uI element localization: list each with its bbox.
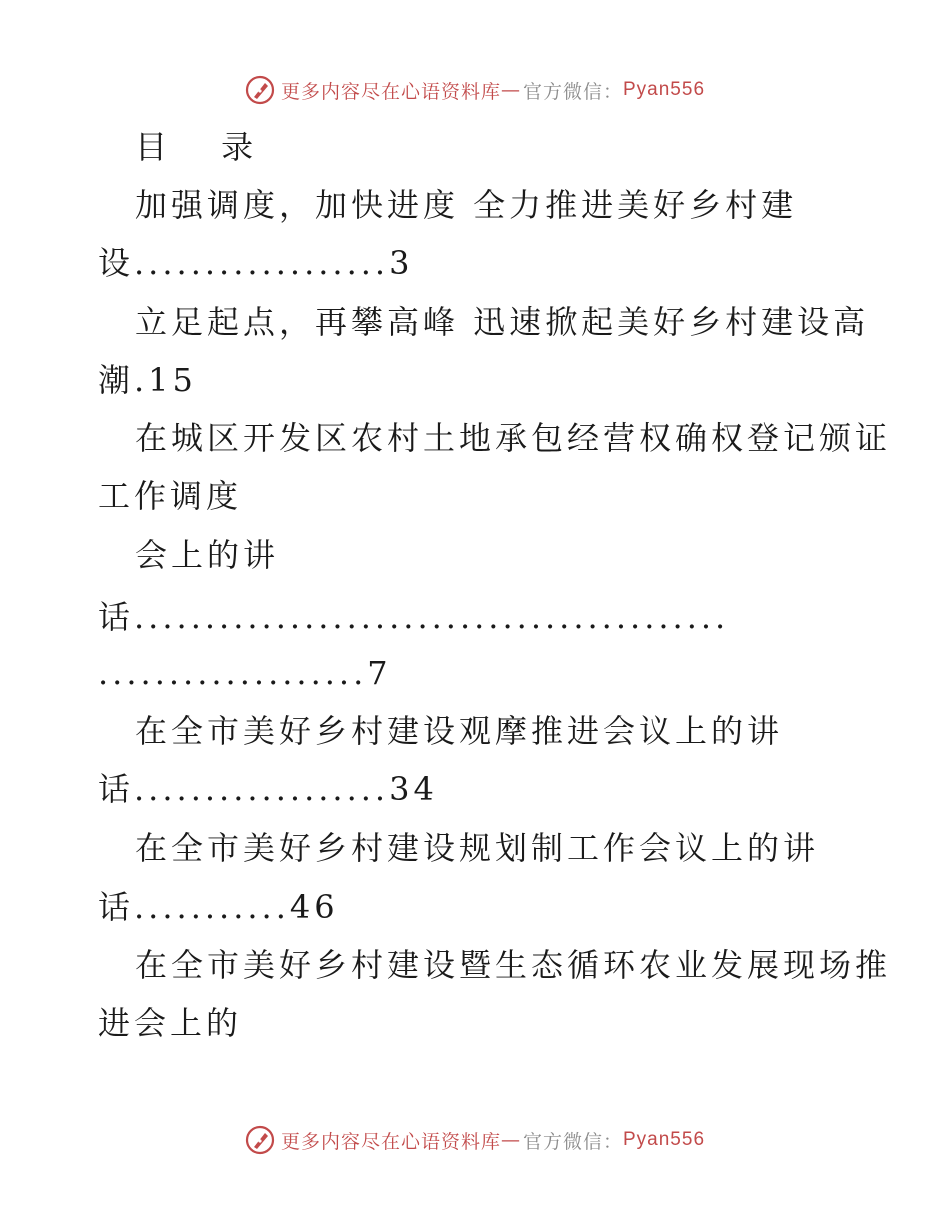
banner-dash: —: [500, 1129, 521, 1151]
toc-entry-3-line-4: 话..........................................: [98, 598, 730, 636]
toc-entry-1-line-2: 设..................3: [98, 244, 414, 282]
banner-dash: —: [500, 79, 521, 101]
pen-nib-circle-icon: [245, 1125, 275, 1155]
wechat-label: 官方微信：: [522, 80, 623, 103]
toc-entry-5-line-2: 话...........46: [98, 888, 339, 926]
footer-watermark-banner: [0, 1120, 950, 1160]
toc-entry-1-line-1: 加强调度，加快进度 全力推进美好乡村建: [135, 186, 798, 224]
pen-nib-circle-icon: [245, 75, 275, 105]
toc-entry-6-line-1: 在全市美好乡村建设暨生态循环农业发展现场推: [135, 946, 892, 984]
wechat-id: Pyan556: [623, 1129, 706, 1150]
toc-entry-6-line-2: 进会上的: [98, 1004, 243, 1042]
banner-text: 更多内容尽在心语资料库: [280, 1130, 501, 1153]
toc-entry-5-line-1: 在全市美好乡村建设规划制工作会议上的讲: [135, 829, 820, 867]
header-watermark-banner: [0, 70, 950, 110]
toc-entry-2-line-1: 立足起点，再攀高峰 迅速掀起美好乡村建设高: [135, 303, 870, 341]
wechat-id: Pyan556: [623, 79, 706, 100]
toc-entry-3-line-1: 在城区开发区农村土地承包经营权确权登记颁证: [135, 419, 892, 457]
toc-heading: 目 录: [135, 128, 276, 166]
toc-entry-3-line-5: ...................7: [98, 654, 392, 692]
toc-entry-2-line-2: 潮.15: [98, 361, 197, 399]
toc-entry-4-line-1: 在全市美好乡村建设观摩推进会议上的讲: [135, 712, 784, 750]
banner-text: 更多内容尽在心语资料库: [280, 80, 501, 103]
toc-entry-3-line-3: 会上的讲: [135, 536, 280, 574]
toc-entry-3-line-2: 工作调度: [98, 477, 243, 515]
toc-entry-4-line-2: 话..................34: [98, 770, 438, 808]
wechat-label: 官方微信：: [522, 1130, 623, 1153]
